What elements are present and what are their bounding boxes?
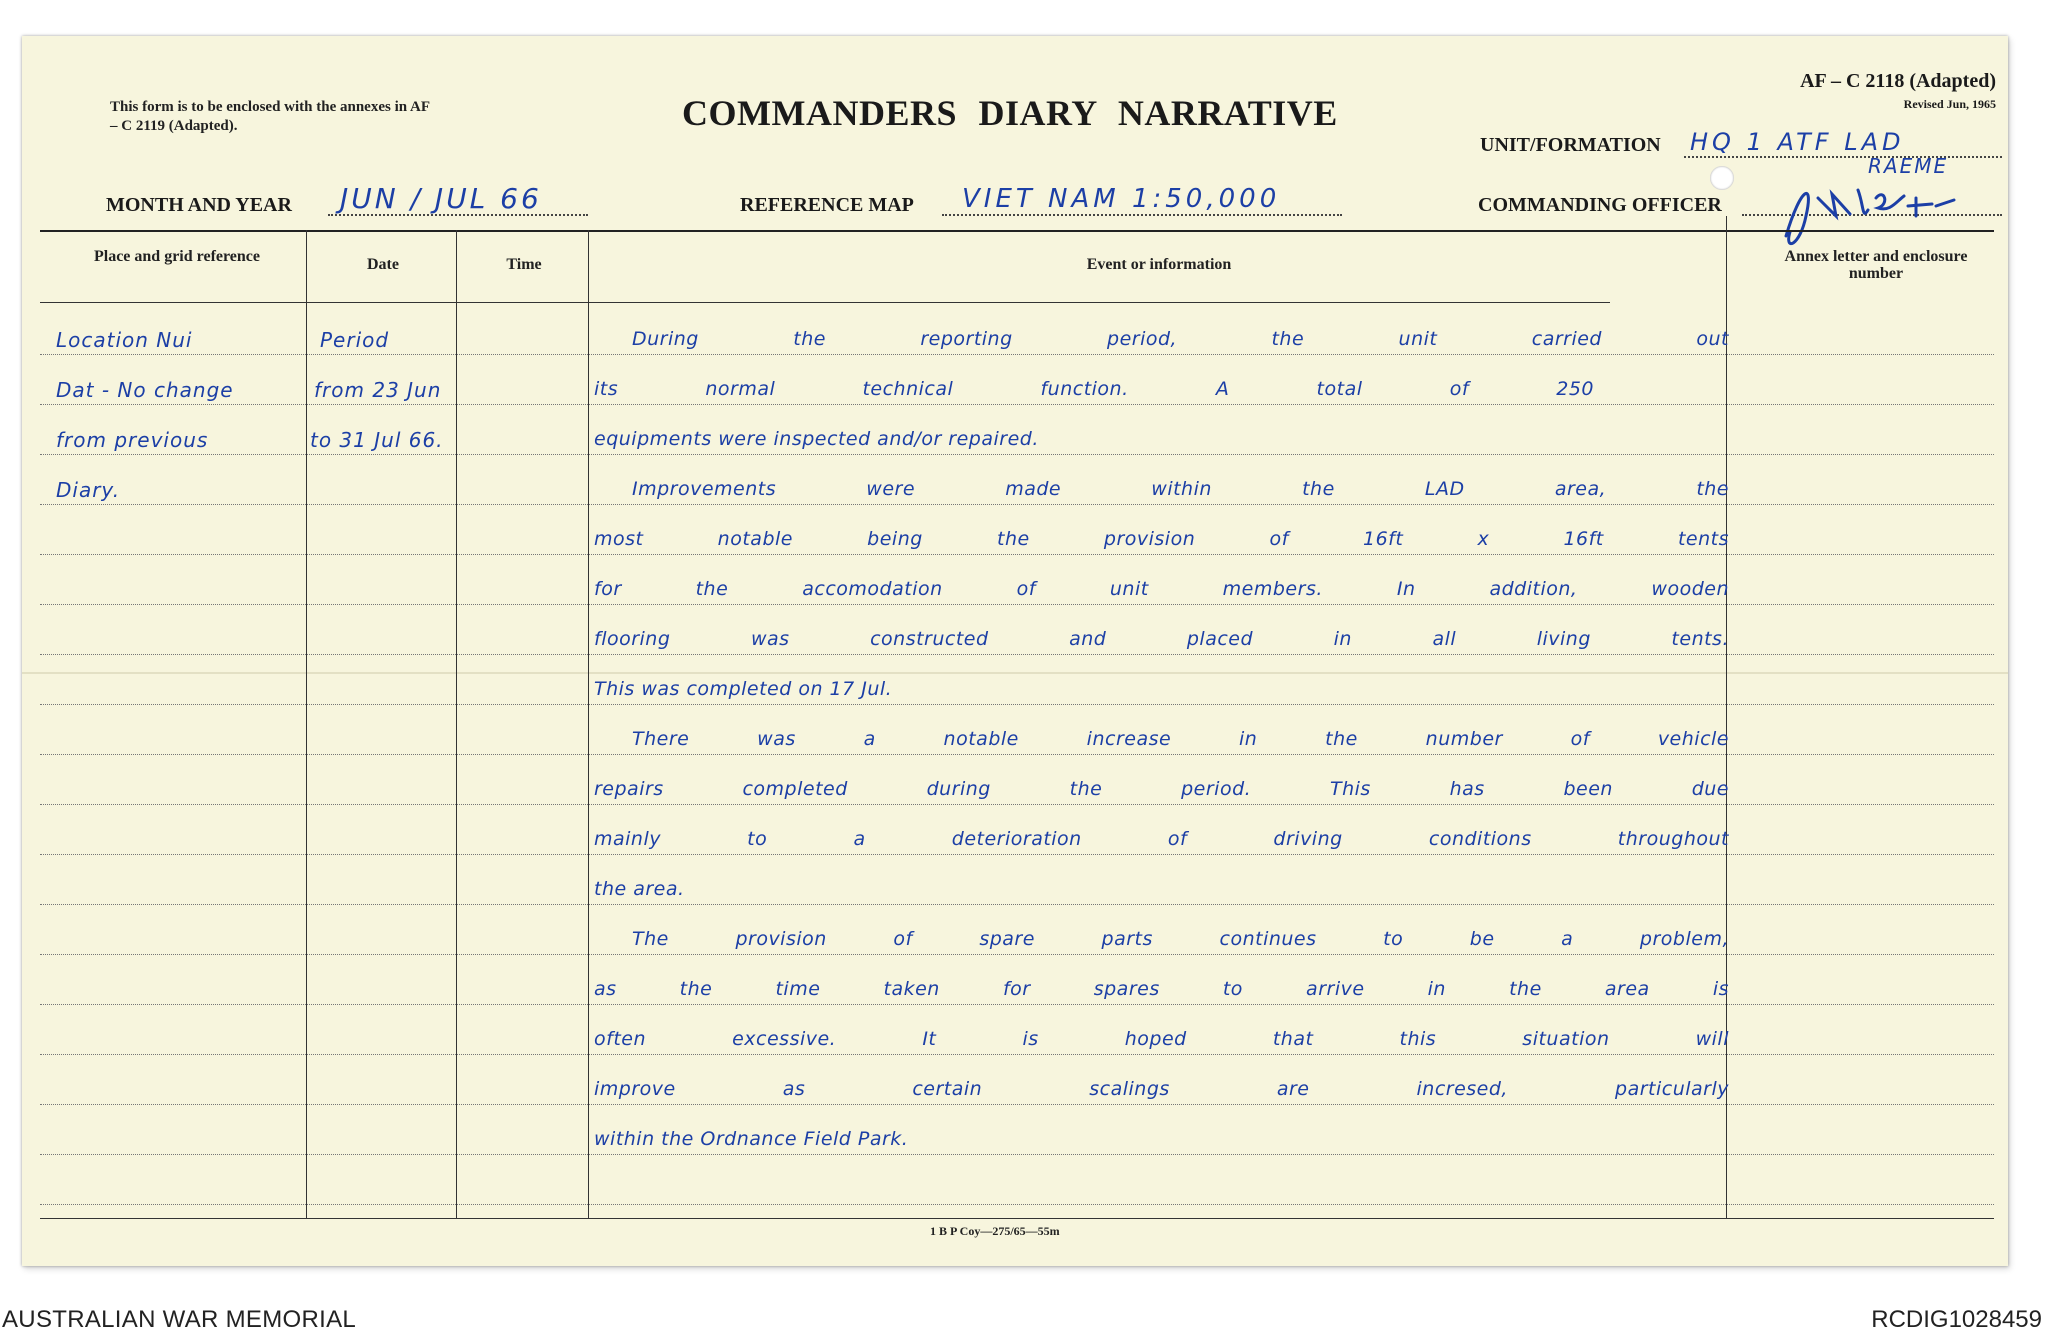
reference-map-dotted-line — [942, 214, 1342, 216]
event-line: equipments were inspected and/or repaired. — [594, 428, 1039, 450]
table-bottom-rule — [40, 1218, 1994, 1219]
commanding-officer-label: COMMANDING OFFICER — [1478, 194, 1722, 216]
form-title: COMMANDERS DIARY NARRATIVE — [682, 93, 1338, 133]
ruled-line — [40, 904, 1994, 905]
place-line: Diary. — [56, 478, 121, 502]
event-line: repairs completed during the period. This has been due — [594, 778, 1729, 800]
ruled-line — [40, 654, 1994, 655]
form-code-block — [1800, 70, 1996, 112]
ruled-line — [40, 804, 1994, 805]
column-divider-date — [456, 230, 457, 1218]
event-line: During the reporting period, the unit carried out — [632, 328, 1729, 350]
event-line: within the Ordnance Field Park. — [594, 1128, 909, 1150]
place-line: Dat - No change — [56, 378, 234, 402]
punch-hole — [1710, 166, 1734, 190]
header-annex-letter: Annex letter and enclosure number — [1784, 248, 1968, 282]
ruled-line — [40, 1104, 1994, 1105]
printer-line: 1 B P Coy—275/65—55m — [930, 1224, 1060, 1238]
ruled-line — [40, 1154, 1994, 1155]
event-line: often excessive. It is hoped that this situation will — [594, 1028, 1729, 1050]
ruled-line — [40, 754, 1994, 755]
event-line: The provision of spare parts continues to be a problem, — [632, 928, 1729, 950]
unit-formation-value: HQ 1 ATF LAD — [1690, 128, 1905, 156]
reference-map-value: VIET NAM 1:50,000 — [962, 184, 1281, 214]
ruled-line — [40, 454, 1994, 455]
form-code: AF – C 2118 (Adapted) — [1800, 70, 1996, 92]
ruled-line — [40, 404, 1994, 405]
ruled-line — [40, 354, 1994, 355]
table-top-rule — [40, 230, 1994, 232]
ruled-line — [40, 554, 1994, 555]
ruled-line — [40, 1004, 1994, 1005]
column-divider-time — [588, 230, 589, 1218]
header-event-information: Event or information — [1086, 256, 1232, 273]
header-date: Date — [367, 256, 399, 273]
archive-credit: AUSTRALIAN WAR MEMORIAL — [2, 1306, 357, 1333]
date-line: Period — [320, 328, 390, 352]
event-line: Improvements were made within the LAD area, the — [632, 478, 1729, 500]
unit-formation-dotted-line — [1684, 156, 2002, 158]
enclosure-note — [110, 98, 440, 136]
enclosure-note-text: This form is to be enclosed with the annexes in AF – C 2119 (Adapted). — [110, 99, 430, 134]
form-revision: Revised Jun, 1965 — [1903, 97, 1996, 111]
table-header-rule — [40, 302, 1610, 303]
ruled-line — [40, 504, 1994, 505]
month-year-value: JUN / JUL 66 — [340, 182, 542, 215]
header-place-grid-reference: Place and grid reference — [93, 248, 261, 265]
event-line: its normal technical function. A total of 250 — [594, 378, 1594, 400]
event-line: improve as certain scalings are incresed, particularly — [594, 1078, 1729, 1100]
ruled-line — [40, 704, 1994, 705]
event-line: the area. — [594, 878, 685, 900]
place-line: from previous — [56, 428, 209, 452]
event-line: flooring was constructed and placed in all living tents. — [594, 628, 1729, 650]
ruled-line — [40, 604, 1994, 605]
ruled-line — [40, 954, 1994, 955]
event-line: mainly to a deterioration of driving conditions throughout — [594, 828, 1729, 850]
event-line: most notable being the provision of 16ft x 16ft tents — [594, 528, 1729, 550]
date-line: from 23 Jun — [314, 378, 442, 402]
unit-formation-value-corps: RAEME — [1868, 154, 1949, 178]
ruled-line — [40, 854, 1994, 855]
event-line: as the time taken for spares to arrive in the area is — [594, 978, 1729, 1000]
place-line: Location Nui — [56, 328, 193, 352]
date-line: to 31 Jul 66. — [310, 428, 444, 452]
archive-id: RCDIG1028459 — [1871, 1306, 2042, 1333]
reference-map-label: REFERENCE MAP — [740, 194, 914, 216]
column-divider-place — [306, 230, 307, 1218]
commanding-officer-signature — [1766, 176, 1966, 256]
ruled-line — [40, 1204, 1994, 1205]
header-time: Time — [506, 256, 542, 273]
month-year-label: MONTH AND YEAR — [106, 194, 292, 216]
column-divider-event — [1726, 216, 1727, 1218]
paper-fold-crease — [22, 672, 2008, 674]
diary-form-sheet — [22, 36, 2008, 1266]
event-line: There was a notable increase in the number of vehicle — [632, 728, 1729, 750]
ruled-line — [40, 1054, 1994, 1055]
unit-formation-label: UNIT/FORMATION — [1480, 134, 1661, 156]
event-line: This was completed on 17 Jul. — [594, 678, 893, 700]
event-line: for the accomodation of unit members. In addition, wooden — [594, 578, 1729, 600]
